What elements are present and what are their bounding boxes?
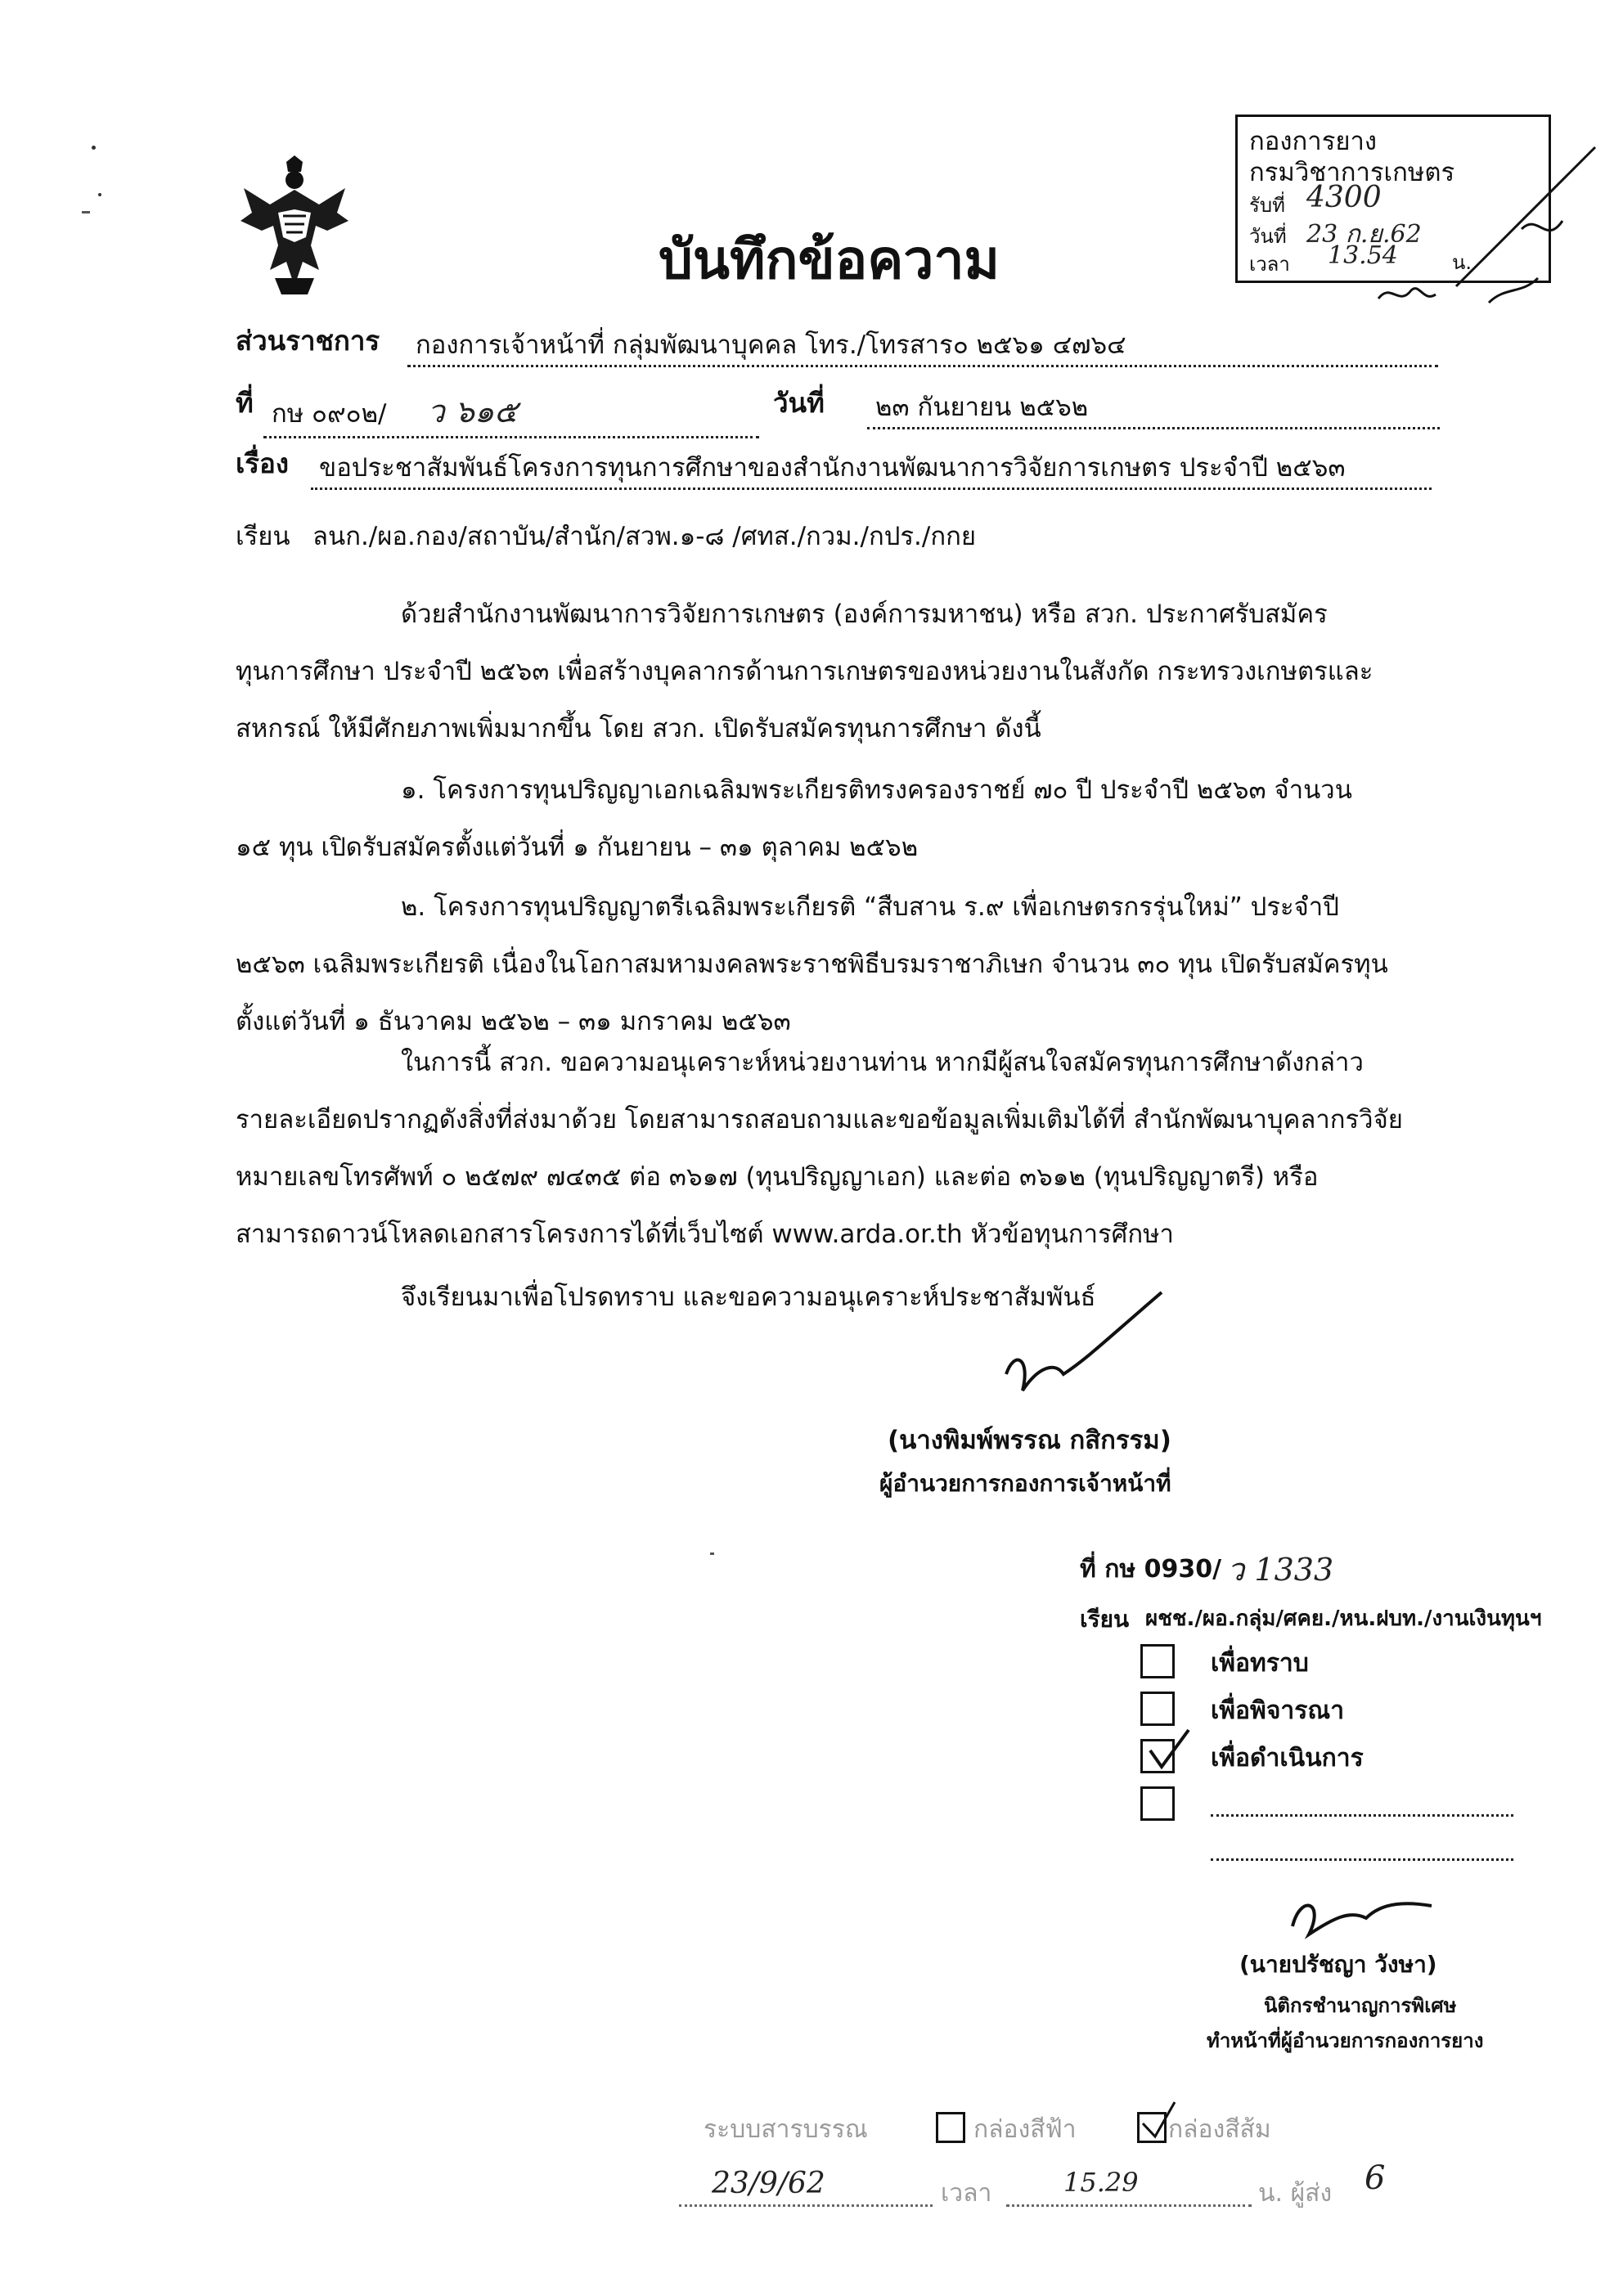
body-p1-line3: สหกรณ์ ให้มีศักยภาพเพิ่มมากขึ้น โดย สวก. เปิดรับสมัครทุนการศึกษา ดังนี้ <box>236 714 1041 744</box>
stamp-line2: กรมวิชาการเกษตร <box>1249 158 1455 187</box>
option-blank-line-1 <box>1211 1814 1513 1817</box>
body-p2-line1: ๑. โครงการทุนปริญญาเอกเฉลิมพระเกียรติทรงครองราชย์ ๗๐ ปี ประจำปี ๒๕๖๓ จำนวน <box>401 775 1352 805</box>
body-p4-line3: หมายเลขโทรศัพท์ ๐ ๒๕๗๙ ๗๔๓๕ ต่อ ๓๖๑๗ (ทุนปริญญาเอก) และต่อ ๓๖๑๒ (ทุนปริญญาตรี) หรือ <box>236 1162 1319 1192</box>
memo-title: บันทึกข้อความ <box>659 228 1000 291</box>
ref-value <box>263 386 759 438</box>
option-blank-line-2 <box>1211 1858 1513 1861</box>
body-p1-line2: ทุนการศึกษา ประจำปี ๒๕๖๓ เพื่อสร้างบุคลากรด้านการเกษตรของหน่วยงานในสังกัด กระทรวงเกษตรและ <box>236 657 1373 686</box>
dept-value: กองการเจ้าหน้าที่ กลุ่มพัฒนาบุคคล โทร./โทรสาร๐ ๒๕๖๑ ๔๗๖๔ <box>407 324 1438 367</box>
signer-title: ผู้อำนวยการกองการเจ้าหน้าที่ <box>879 1470 1171 1497</box>
stamp-time-value: 13.54 <box>1328 241 1398 270</box>
ref-number: กษ ๐๙๐๒/ <box>272 399 387 429</box>
routing-to-value: ผชช./ผอ.กลุ่ม/ศคย./หน.ฝบท./งานเงินทุนฯ <box>1145 1606 1542 1631</box>
subject-value: ขอประชาสัมพันธ์โครงการทุนการศึกษาของสำนักงานพัฒนาการวิจัยการเกษตร ประจำปี ๒๕๖๓ <box>311 447 1432 490</box>
blue-box-label: กล่องสีฟ้า <box>973 2115 1077 2144</box>
stamp-line1: กองการยาง <box>1249 127 1378 156</box>
stamp-time-label: เวลา <box>1249 253 1290 276</box>
stamp-no-value: 4300 <box>1306 181 1382 214</box>
check-mark-icon <box>1144 1726 1193 1778</box>
subject-label: เรื่อง <box>236 447 289 479</box>
footer-unit-label: น. ผู้ส่ง <box>1258 2179 1333 2208</box>
date-label: วันที่ <box>773 387 825 419</box>
body-p3-line2: ๒๕๖๓ เฉลิมพระเกียรติ เนื่องในโอกาสมหามงคลพระราชพิธีบรมราชาภิเษก จำนวน ๓๐ ทุน เปิดรับสมัครทุน <box>236 950 1388 979</box>
option-label-1: เพื่อทราบ <box>1211 1649 1309 1678</box>
option-checkbox-2[interactable] <box>1140 1692 1175 1726</box>
ref-hand-number: ว ๖๑๕ <box>427 393 518 429</box>
option-checkbox-1[interactable] <box>1140 1644 1175 1678</box>
to-value: ลนก./ผอ.กอง/สถาบัน/สำนัก/สวพ.๑-๘ /ศทส./กวม./กปร./กกย <box>312 522 977 551</box>
scan-speck <box>92 146 96 150</box>
signer-name: (นางพิมพ์พรรณ กสิกรรม) <box>888 1426 1171 1455</box>
footer-date-line <box>679 2167 933 2207</box>
routing-to-label: เรียน <box>1080 1606 1130 1633</box>
routing-signer-title1: นิติกรชำนาญการพิเศษ <box>1264 1994 1457 2017</box>
body-p1-line1: ด้วยสำนักงานพัฒนาการวิจัยการเกษตร (องค์การมหาชน) หรือ สวก. ประกาศรับสมัคร <box>401 600 1328 629</box>
body-p4-line2: รายละเอียดปรากฏดังสิ่งที่ส่งมาด้วย โดยสามารถสอบถามและขอข้อมูลเพิ่มเติมได้ที่ สำนักพัฒนาบุคลากรวิจัย <box>236 1105 1403 1135</box>
routing-signer-name: (นายปรัชญา วังษา) <box>1239 1951 1437 1978</box>
to-label: เรียน <box>236 522 290 551</box>
closing-line: จึงเรียนมาเพื่อโปรดทราบ และขอความอนุเคราะห์ประชาสัมพันธ์ <box>401 1283 1096 1312</box>
body-p3-line1: ๒. โครงการทุนปริญญาตรีเฉลิมพระเกียรติ “สืบสาน ร.๙ เพื่อเกษตรกรรุ่นใหม่” ประจำปี <box>401 892 1339 922</box>
date-value: ๒๓ กันยายน ๒๕๖๒ <box>867 386 1440 429</box>
garuda-emblem <box>237 155 352 299</box>
routing-signature <box>1276 1869 1440 1959</box>
option-label-3: เพื่อดำเนินการ <box>1211 1744 1364 1773</box>
routing-ref-hand: ว 1333 <box>1227 1552 1334 1588</box>
footer-sender-value: 6 <box>1364 2159 1386 2197</box>
footer-date-value: 23/9/62 <box>712 2167 825 2200</box>
option-label-2: เพื่อพิจารณา <box>1211 1696 1345 1725</box>
stamp-time-unit: น. <box>1452 251 1472 274</box>
option-checkbox-4[interactable] <box>1140 1786 1175 1821</box>
scan-speck <box>710 1552 714 1555</box>
stamp-date-label: วันที่ <box>1249 225 1287 248</box>
ref-label: ที่ <box>236 387 254 419</box>
blue-box-checkbox[interactable] <box>936 2112 965 2143</box>
routing-signer-title2: ทำหน้าที่ผู้อำนวยการกองการยาง <box>1207 2029 1484 2052</box>
stamp-no-label: รับที่ <box>1249 194 1285 217</box>
footer-time-value: 15.29 <box>1063 2167 1139 2198</box>
body-p4-line4: สามารถดาวน์โหลดเอกสารโครงการได้ที่เว็บไซต์ www.arda.or.th หัวข้อทุนการศึกษา <box>236 1220 1174 1249</box>
stamp-diagonal-signature <box>1440 131 1603 319</box>
body-p2-line2: ๑๕ ทุน เปิดรับสมัครตั้งแต่วันที่ ๑ กันยายน – ๓๑ ตุลาคม ๒๕๖๒ <box>236 833 919 862</box>
orange-box-label: กล่องสีส้ม <box>1168 2115 1271 2144</box>
body-p3-line3: ตั้งแต่วันที่ ๑ ธันวาคม ๒๕๖๒ – ๓๑ มกราคม ๒๕๖๓ <box>236 1007 791 1036</box>
scan-speck <box>98 193 101 196</box>
routing-ref-label: ที่ กษ 0930/ <box>1080 1555 1222 1584</box>
dept-label: ส่วนราชการ <box>236 325 380 357</box>
footer-time-label: เวลา <box>941 2179 992 2208</box>
director-signature <box>973 1276 1170 1415</box>
body-p4-line1: ในการนี้ สวก. ขอความอนุเคราะห์หน่วยงานท่าน หากมีผู้สนใจสมัครทุนการศึกษาดังกล่าว <box>401 1048 1364 1077</box>
stamp-date-value: 23 ก.ย.62 <box>1306 220 1422 249</box>
footer-time-line <box>1006 2167 1252 2207</box>
footer-label: ระบบสารบรรณ <box>704 2115 868 2144</box>
scan-speck <box>82 211 90 213</box>
stamp-initials <box>1374 278 1440 314</box>
